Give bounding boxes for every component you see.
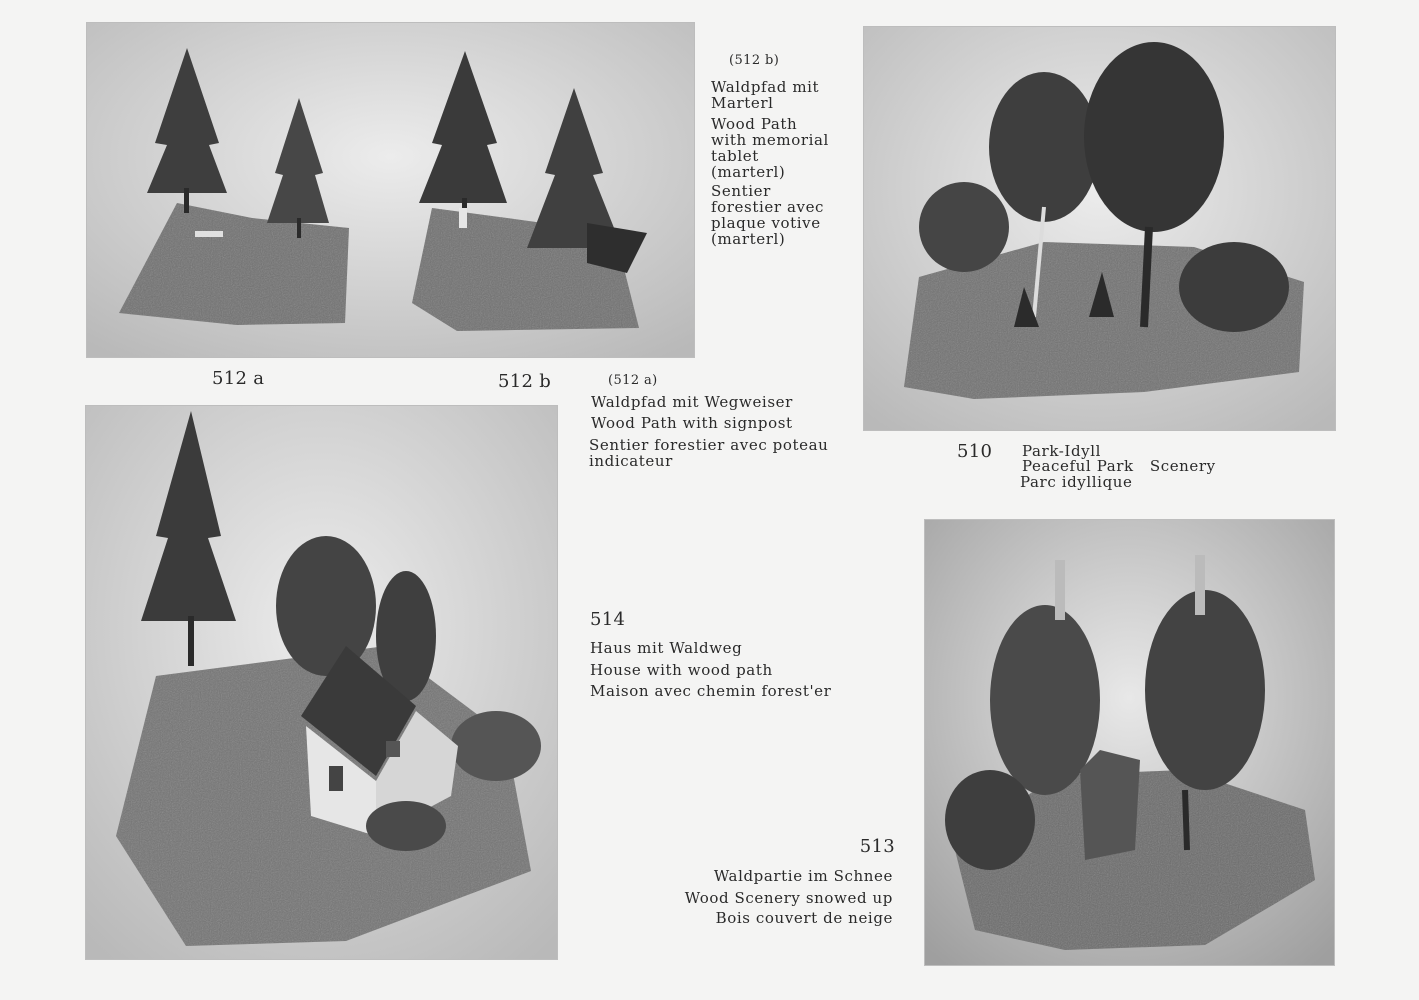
item-513-english: Wood Scenery snowed up xyxy=(684,889,893,907)
caption-512a-number: 512 a xyxy=(212,368,265,389)
photo-510-park-idyll xyxy=(863,26,1336,431)
photo-513-snow-scenery xyxy=(924,519,1335,966)
item-512b-french xyxy=(711,183,824,247)
item-512b-german xyxy=(711,79,819,111)
item-514-german: Haus mit Waldweg xyxy=(590,639,743,657)
item-512a-french-line-1: Sentier forestier avec poteau xyxy=(589,436,829,454)
item-513-french: Bois couvert de neige xyxy=(715,909,893,927)
item-512a-french xyxy=(589,437,828,469)
diorama-512-illustration xyxy=(87,23,694,357)
item-513-german: Waldpartie im Schnee xyxy=(713,867,893,885)
photo-514-house xyxy=(85,405,558,960)
photo-512-wood-paths xyxy=(86,22,695,358)
item-510-number: 510 xyxy=(957,441,993,462)
diorama-514-illustration xyxy=(86,406,557,959)
item-512b-french-line-2: forestier avec xyxy=(711,198,825,216)
item-514-french: Maison avec chemin forest'er xyxy=(590,682,832,700)
item-512a-german: Waldpfad mit Wegweiser xyxy=(591,393,793,411)
item-512b-english xyxy=(711,116,829,180)
item-512b-german-line-2: Marterl xyxy=(711,94,774,112)
diorama-513-illustration xyxy=(925,520,1334,965)
caption-512b-number: 512 b xyxy=(498,371,552,392)
item-512a-ref: (512 a) xyxy=(608,373,658,388)
item-512b-german-line-1: Waldpfad mit xyxy=(711,78,820,96)
item-512b-english-line-1: Wood Path xyxy=(711,115,798,133)
item-512b-english-line-3: tablet xyxy=(711,147,759,165)
item-512b-ref: (512 b) xyxy=(729,53,780,68)
item-510-german: Park-Idyll xyxy=(1022,442,1102,460)
item-513-number: 513 xyxy=(859,836,895,857)
diorama-510-illustration xyxy=(864,27,1335,430)
item-510-french: Parc idyllique xyxy=(1020,473,1133,491)
item-512b-english-line-2: with memorial xyxy=(711,131,829,149)
item-512b-french-line-1: Sentier xyxy=(711,182,771,200)
item-510-english: Peaceful Park Scenery xyxy=(1022,457,1216,475)
item-512b-french-line-3: plaque votive xyxy=(711,214,821,232)
item-514-number: 514 xyxy=(590,609,626,630)
item-512a-french-line-2: indicateur xyxy=(589,452,673,470)
item-514-english: House with wood path xyxy=(590,661,773,679)
item-512b-french-line-4: (marterl) xyxy=(711,230,786,248)
item-512b-english-line-4: (marterl) xyxy=(711,163,786,181)
item-512a-english: Wood Path with signpost xyxy=(591,414,793,432)
